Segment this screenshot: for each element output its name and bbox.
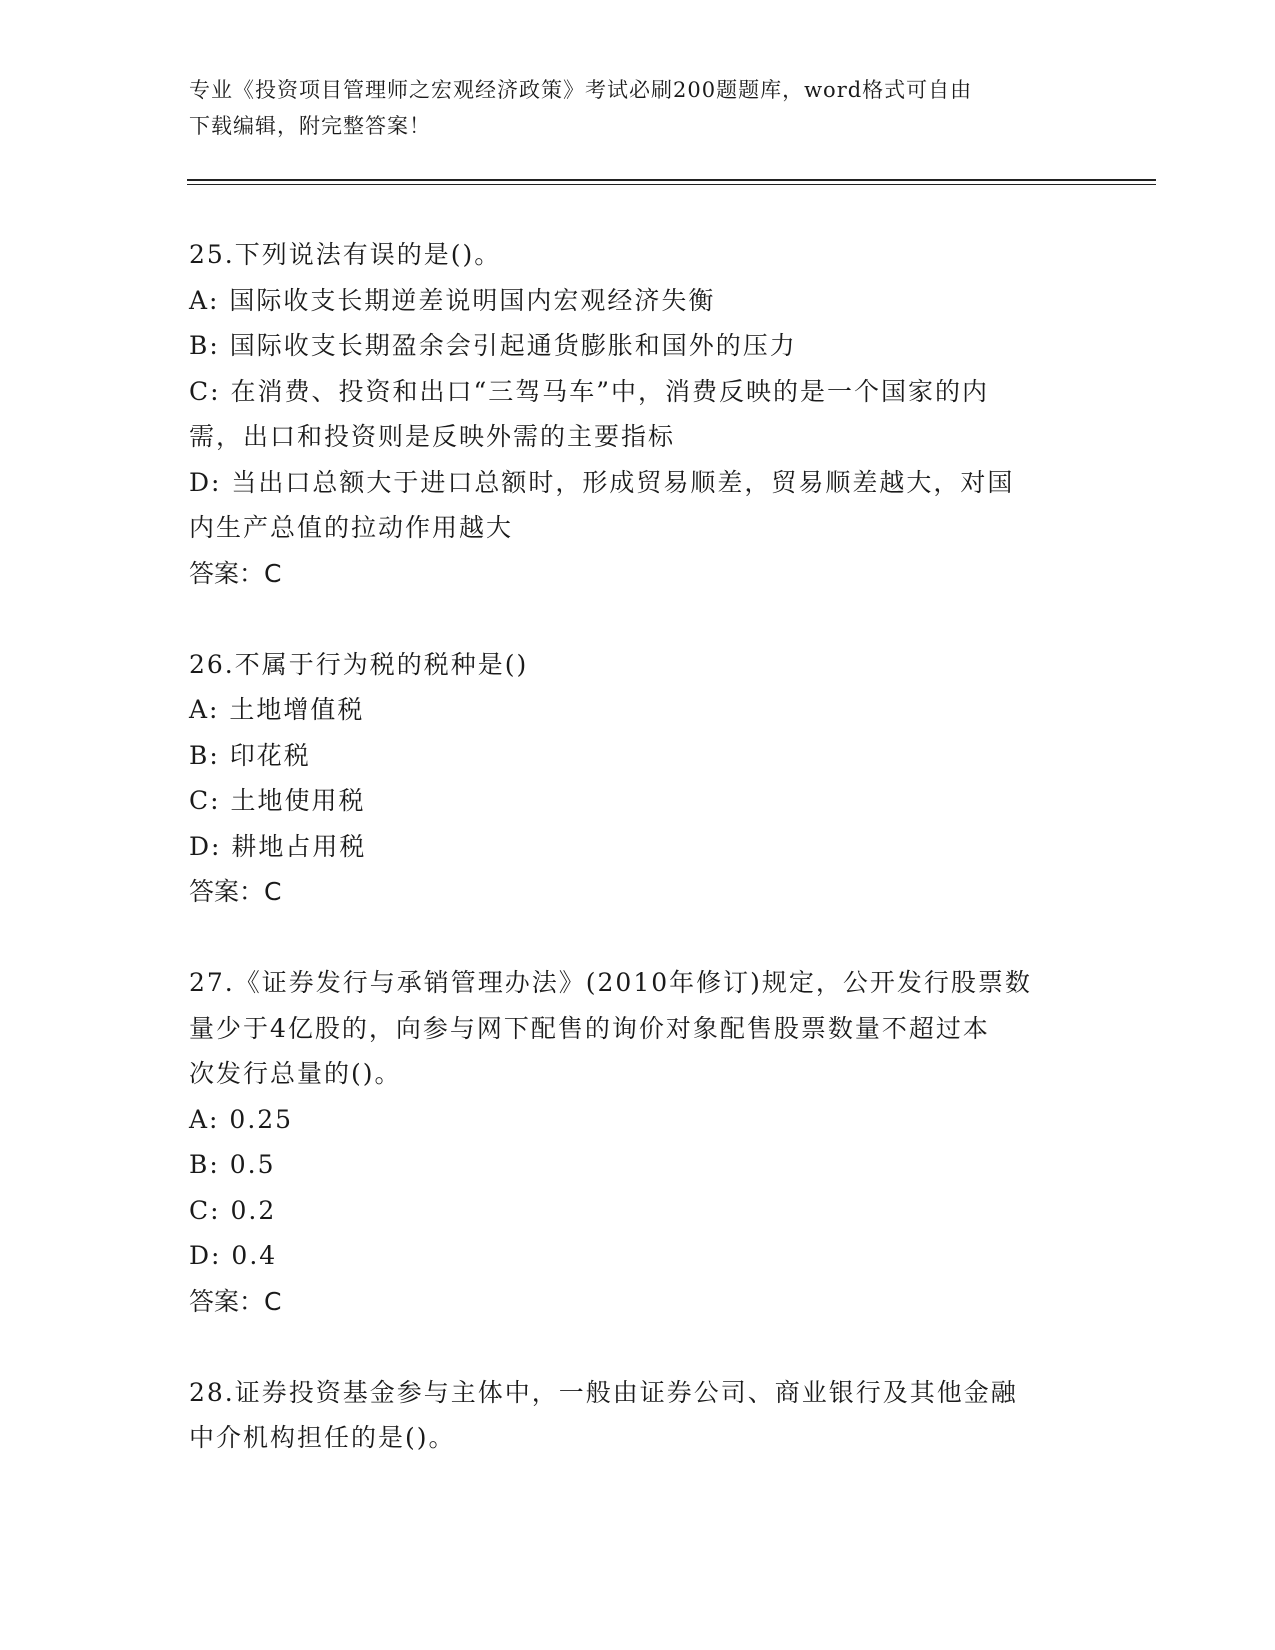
question-block — [189, 960, 1089, 1324]
question-stem-line: 中介机构担任的是()。 — [189, 1423, 456, 1452]
answer-key: 答案：C — [189, 558, 282, 588]
question-block — [189, 232, 1089, 596]
document-header — [189, 72, 1089, 144]
header-line-1: 专业《投资项目管理师之宏观经济政策》考试必刷200题题库，word格式可自由 — [189, 78, 973, 102]
answer-option-line: 需，出口和投资则是反映外需的主要指标 — [189, 422, 676, 451]
question-block — [189, 642, 1089, 915]
question-block — [189, 1370, 1089, 1461]
question-stem-line: 27.《证券发行与承销管理办法》(2010年修订)规定，公开发行股票数 — [189, 968, 1032, 997]
header-divider-top — [187, 179, 1156, 181]
answer-option-line: D: 耕地占用税 — [189, 831, 367, 861]
answer-option-line: C: 0.2 — [189, 1195, 277, 1225]
question-stem-line: 次发行总量的()。 — [189, 1059, 402, 1088]
answer-key: 答案：C — [189, 1286, 282, 1316]
header-line-2: 下载编辑，附完整答案！ — [189, 114, 431, 138]
answer-option-line: A: 土地增值税 — [189, 695, 365, 724]
answer-option-line: C: 土地使用税 — [189, 786, 366, 815]
question-stem-line: 26.不属于行为税的税种是() — [189, 649, 529, 679]
answer-option-line: A: 0.25 — [189, 1104, 294, 1134]
question-stem-line: 28.证券投资基金参与主体中，一般由证券公司、商业银行及其他金融 — [189, 1377, 1018, 1407]
answer-option-line: B: 印花税 — [189, 740, 311, 770]
answer-option-line: B: 国际收支长期盈余会引起通货膨胀和国外的压力 — [189, 331, 797, 360]
answer-option-line: D: 当出口总额大于进口总额时，形成贸易顺差，贸易顺差越大，对国 — [189, 467, 1015, 497]
answer-key: 答案：C — [189, 877, 282, 906]
header-divider-bottom — [187, 184, 1156, 185]
answer-option-line: D: 0.4 — [189, 1241, 278, 1270]
question-list — [189, 232, 1089, 1461]
answer-option-line: C: 在消费、投资和出口“三驾马车”中，消费反映的是一个国家的内 — [189, 376, 990, 406]
question-stem-line: 量少于4亿股的，向参与网下配售的询价对象配售股票数量不超过本 — [189, 1013, 990, 1043]
question-stem-line: 25.下列说法有误的是()。 — [189, 240, 502, 269]
answer-option-line: 内生产总值的拉动作用越大 — [189, 513, 514, 542]
answer-option-line: B: 0.5 — [189, 1150, 276, 1179]
answer-option-line: A: 国际收支长期逆差说明国内宏观经济失衡 — [189, 285, 716, 315]
